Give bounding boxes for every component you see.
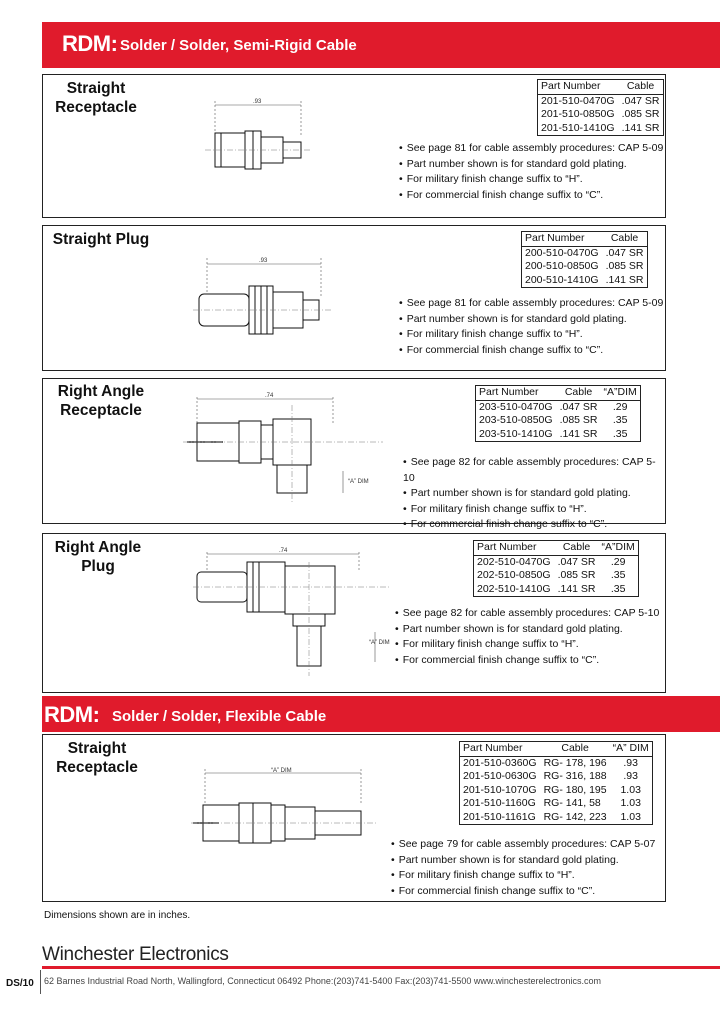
note-item: • For commercial finish change suffix to “C”. bbox=[391, 884, 655, 900]
table-header-cell: Part Number bbox=[522, 232, 603, 247]
dim-label-a: “A” DIM bbox=[348, 479, 369, 485]
note-item: • For commercial finish change suffix to “C”. bbox=[399, 343, 663, 359]
banner-text: Solder / Solder, Flexible Cable bbox=[112, 708, 327, 725]
table-cell: 201-510-1160G bbox=[463, 797, 536, 809]
note-item: • See page 82 for cable assembly procedures: CAP 5-10 bbox=[395, 606, 659, 622]
note-item: • For military finish change suffix to “H”. bbox=[399, 172, 663, 188]
table-header-cell: Cable bbox=[541, 742, 610, 757]
table-cell: 203-510-0850G bbox=[479, 414, 553, 426]
dim-label: .93 bbox=[259, 258, 268, 264]
table-header-cell: Cable bbox=[603, 232, 647, 247]
table-cell: .047 SR bbox=[621, 94, 660, 107]
dim-label: .93 bbox=[253, 99, 262, 105]
product-right-angle-plug bbox=[42, 533, 666, 693]
part-number-table bbox=[473, 540, 639, 597]
table-cell: .29 bbox=[612, 400, 628, 413]
dim-label: .74 bbox=[279, 548, 288, 554]
table-cell: .35 bbox=[610, 582, 626, 595]
table-cell: RG- 142, 223 bbox=[543, 810, 607, 823]
note-item: • Part number shown is for standard gold plating. bbox=[399, 157, 663, 173]
table-cell: .93 bbox=[623, 770, 638, 782]
table-cell: .085 SR bbox=[559, 414, 598, 426]
table-cell: 200-510-1410G bbox=[525, 273, 599, 286]
part-number-table bbox=[521, 231, 648, 288]
page-number: DS/10 bbox=[6, 978, 34, 989]
table-cell: 201-510-0470G bbox=[541, 94, 615, 107]
table-header-cell: Cable bbox=[555, 541, 599, 556]
note-item: • Part number shown is for standard gold plating. bbox=[391, 853, 655, 869]
table-cell: 201-510-1161G bbox=[463, 810, 536, 823]
table-cell: 1.03 bbox=[620, 797, 641, 809]
table-cell: 200-510-0850G bbox=[525, 260, 599, 272]
table-cell: 203-510-1410G bbox=[479, 427, 553, 440]
table-row bbox=[538, 108, 664, 122]
product-title: Right Angle Plug bbox=[54, 539, 142, 575]
table-cell: 201-510-0360G bbox=[463, 756, 537, 769]
part-number-table bbox=[459, 741, 653, 825]
table-header-cell: Part Number bbox=[538, 80, 619, 95]
note-item: • For military finish change suffix to “H”. bbox=[395, 637, 659, 653]
right-angle-receptacle-drawing bbox=[183, 385, 393, 505]
dim-label: .74 bbox=[265, 393, 274, 399]
banner-brand: RDM: bbox=[62, 31, 118, 56]
note-item: • Part number shown is for standard gold plating. bbox=[399, 312, 663, 328]
table-row bbox=[460, 784, 653, 798]
table-header-row bbox=[460, 742, 653, 757]
table-row bbox=[538, 122, 664, 136]
table-cell: 201-510-0850G bbox=[541, 108, 615, 120]
notes-list bbox=[395, 606, 659, 668]
footer-divider bbox=[40, 970, 41, 994]
table-cell: RG- 316, 188 bbox=[543, 770, 607, 782]
product-title: Straight Receptacle bbox=[55, 80, 137, 116]
table-cell: .085 SR bbox=[557, 569, 596, 581]
table-row bbox=[460, 797, 653, 811]
table-header-cell: Part Number bbox=[476, 386, 557, 401]
table-cell: .29 bbox=[610, 555, 626, 568]
table-header-row bbox=[476, 386, 641, 401]
table-cell: .93 bbox=[623, 756, 638, 769]
table-row bbox=[522, 260, 648, 274]
table-cell: .141 SR bbox=[605, 273, 644, 286]
product-title: Straight Receptacle bbox=[56, 740, 138, 776]
table-row bbox=[522, 274, 648, 288]
table-cell: 203-510-0470G bbox=[479, 400, 553, 413]
dim-label-a: “A” DIM bbox=[369, 640, 390, 646]
straight-receptacle-drawing bbox=[193, 95, 393, 185]
table-cell: RG- 141, 58 bbox=[543, 797, 601, 809]
product-right-angle-receptacle bbox=[42, 378, 666, 530]
notes-list bbox=[391, 837, 655, 899]
table-header-cell: Cable bbox=[557, 386, 601, 401]
note-item: • For commercial finish change suffix to “C”. bbox=[399, 188, 663, 204]
note-item: • See page 81 for cable assembly procedures: CAP 5-09 bbox=[399, 141, 663, 157]
table-cell: .141 SR bbox=[559, 427, 598, 440]
part-number-table bbox=[475, 385, 641, 442]
part-number-table bbox=[537, 79, 664, 136]
table-cell: 201-510-0630G bbox=[463, 770, 537, 782]
table-cell: .047 SR bbox=[605, 246, 644, 259]
product-straight-receptacle bbox=[42, 74, 666, 218]
table-cell: .085 SR bbox=[621, 108, 660, 120]
table-row bbox=[476, 414, 641, 428]
table-cell: 200-510-0470G bbox=[525, 246, 599, 259]
notes-list bbox=[403, 455, 665, 533]
company-address: 62 Barnes Industrial Road North, Wallingford, Connecticut 06492 Phone:(203)741-5400 Fax:(203)741-5500 www.winchesterelectronics.com bbox=[44, 976, 601, 986]
dimensions-footnote: Dimensions shown are in inches. bbox=[44, 910, 191, 921]
flexible-receptacle-drawing bbox=[191, 765, 401, 895]
table-cell: 201-510-1070G bbox=[463, 783, 537, 796]
notes-list bbox=[399, 296, 663, 358]
product-straight-receptacle-flexible bbox=[42, 734, 666, 902]
table-row bbox=[460, 811, 653, 825]
table-cell: .047 SR bbox=[557, 555, 596, 568]
table-cell: .35 bbox=[612, 414, 628, 426]
table-row bbox=[474, 569, 639, 583]
banner-brand: RDM: bbox=[44, 702, 100, 727]
table-header-cell: Cable bbox=[619, 80, 663, 95]
note-item: • For military finish change suffix to “H”. bbox=[403, 502, 665, 518]
table-header-cell: “A”DIM bbox=[599, 541, 639, 556]
note-item: • Part number shown is for standard gold plating. bbox=[403, 486, 665, 502]
dim-label: “A” DIM bbox=[271, 768, 292, 774]
note-item: • See page 82 for cable assembly procedures: CAP 5-10 bbox=[403, 455, 665, 486]
product-straight-plug bbox=[42, 225, 666, 371]
table-header-cell: Part Number bbox=[474, 541, 555, 556]
footer-rule bbox=[42, 966, 720, 969]
table-header-cell: Part Number bbox=[460, 742, 541, 757]
table-header-cell: “A”DIM bbox=[601, 386, 641, 401]
banner-text: Solder / Solder, Semi-Rigid Cable bbox=[120, 37, 357, 54]
table-cell: 1.03 bbox=[620, 810, 641, 823]
table-cell: 1.03 bbox=[620, 783, 641, 796]
table-header-cell: “A” DIM bbox=[610, 742, 653, 757]
note-item: • Part number shown is for standard gold plating. bbox=[395, 622, 659, 638]
table-row bbox=[476, 428, 641, 442]
table-cell: .35 bbox=[612, 427, 628, 440]
table-row bbox=[476, 400, 641, 414]
note-item: • For military finish change suffix to “H”. bbox=[399, 327, 663, 343]
table-row bbox=[460, 756, 653, 770]
table-header-row bbox=[522, 232, 648, 247]
table-row bbox=[474, 555, 639, 569]
product-title: Straight Plug bbox=[52, 231, 150, 248]
table-cell: .085 SR bbox=[605, 260, 644, 272]
straight-plug-drawing bbox=[193, 246, 393, 356]
table-cell: RG- 178, 196 bbox=[543, 756, 607, 769]
company-brand: Winchester Electronics bbox=[42, 944, 229, 965]
table-cell: 202-510-1410G bbox=[477, 582, 551, 595]
table-cell: 201-510-1410G bbox=[541, 121, 615, 134]
note-item: • For commercial finish change suffix to “C”. bbox=[395, 653, 659, 669]
section-banner-semi-rigid bbox=[42, 22, 720, 68]
table-header-row bbox=[474, 541, 639, 556]
right-angle-plug-drawing bbox=[193, 542, 403, 682]
note-item: • For commercial finish change suffix to “C”. bbox=[403, 517, 665, 533]
table-row bbox=[538, 94, 664, 108]
note-item: • See page 81 for cable assembly procedures: CAP 5-09 bbox=[399, 296, 663, 312]
product-title: Right Angle Receptacle bbox=[57, 383, 145, 419]
table-cell: 202-510-0850G bbox=[477, 569, 551, 581]
table-cell: 202-510-0470G bbox=[477, 555, 551, 568]
section-banner-flexible bbox=[42, 696, 720, 732]
note-item: • For military finish change suffix to “H”. bbox=[391, 868, 655, 884]
table-cell: .141 SR bbox=[557, 582, 596, 595]
notes-list bbox=[399, 141, 663, 203]
table-row bbox=[522, 246, 648, 260]
table-cell: .047 SR bbox=[559, 400, 598, 413]
table-cell: .141 SR bbox=[621, 121, 660, 134]
note-item: • See page 79 for cable assembly procedures: CAP 5-07 bbox=[391, 837, 655, 853]
table-row bbox=[474, 583, 639, 597]
table-cell: RG- 180, 195 bbox=[543, 783, 607, 796]
table-cell: .35 bbox=[610, 569, 626, 581]
table-header-row bbox=[538, 80, 664, 95]
table-row bbox=[460, 770, 653, 784]
